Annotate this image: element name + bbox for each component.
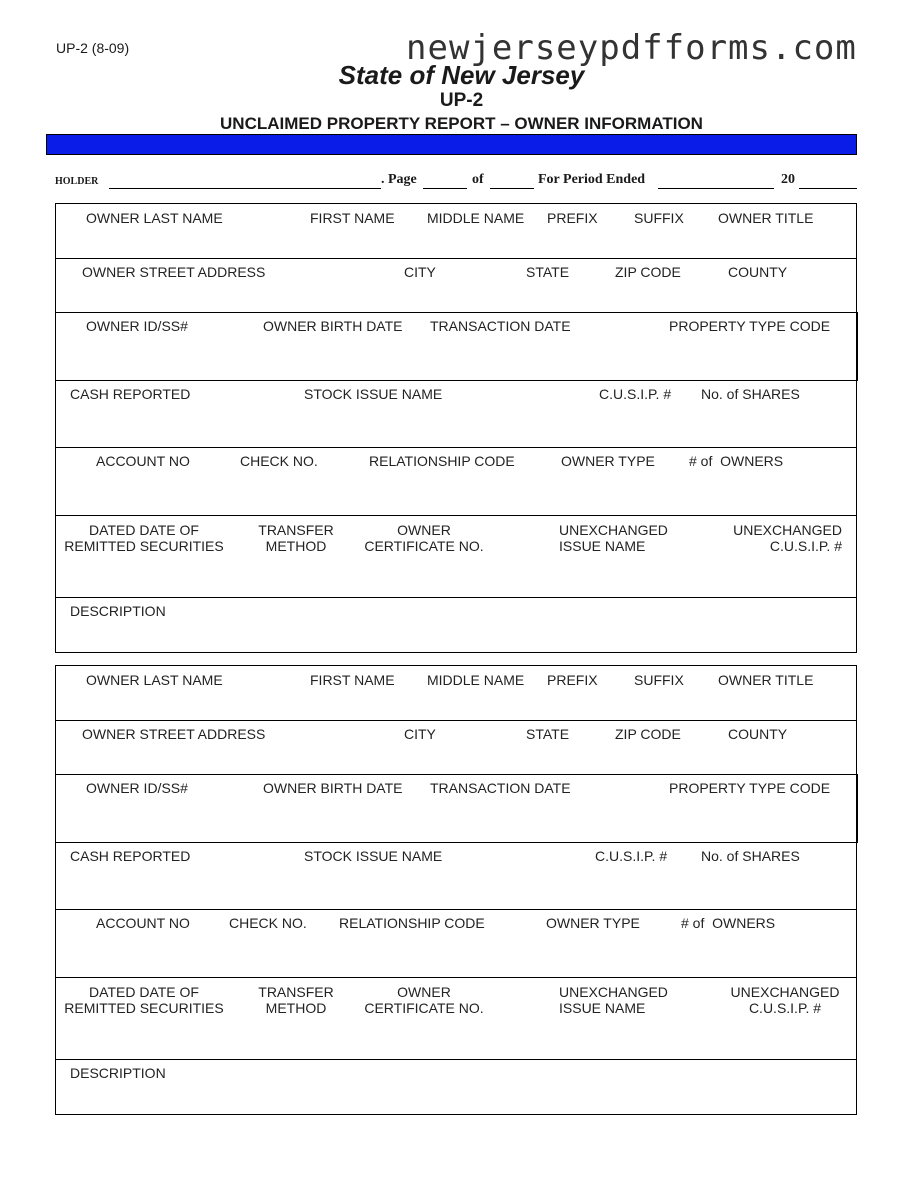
prefix-label: PREFIX [547, 210, 598, 226]
owner-certificate-label: OWNER CERTIFICATE NO. [364, 984, 484, 1016]
transfer-method-label: TRANSFER METHOD [258, 984, 334, 1016]
unexchanged-cusip-label: UNEXCHANGED C.U.S.I.P. # [733, 522, 842, 554]
id-row[interactable] [56, 312, 858, 381]
relationship-code-label: RELATIONSHIP CODE [369, 453, 515, 469]
account-row[interactable] [56, 447, 856, 516]
number-of-owners-label: # of OWNERS [689, 453, 784, 469]
year-prefix-label: 20 [781, 172, 795, 187]
description-label: DESCRIPTION [70, 1065, 166, 1081]
city-label: CITY [404, 726, 436, 742]
owner-last-name-label: OWNER LAST NAME [86, 210, 223, 226]
transaction-date-label: TRANSACTION DATE [430, 780, 571, 796]
number-of-shares-label: No. of SHARES [701, 386, 800, 402]
owner-type-label: OWNER TYPE [561, 453, 655, 469]
cusip-label: C.U.S.I.P. # [595, 848, 668, 864]
of-label: of [472, 172, 484, 187]
prefix-label: PREFIX [547, 672, 598, 688]
id-row[interactable] [56, 774, 858, 843]
holder-label: HOLDER [55, 176, 99, 187]
suffix-label: SUFFIX [634, 210, 684, 226]
description-row[interactable] [56, 597, 856, 651]
unexchanged-issue-name-label: UNEXCHANGED ISSUE NAME [559, 984, 668, 1016]
county-label: COUNTY [728, 264, 788, 280]
address-row[interactable] [56, 720, 856, 775]
owner-block-1 [55, 203, 857, 653]
street-address-label: OWNER STREET ADDRESS [82, 264, 266, 280]
owner-id-label: OWNER ID/SS# [86, 318, 188, 334]
year-field[interactable] [799, 174, 857, 189]
number-of-shares-label: No. of SHARES [701, 848, 800, 864]
relationship-code-label: RELATIONSHIP CODE [339, 915, 485, 931]
unexchanged-issue-name-label: UNEXCHANGED ISSUE NAME [559, 522, 668, 554]
account-no-label: ACCOUNT NO [96, 453, 190, 469]
state-label: STATE [526, 726, 570, 742]
account-row[interactable] [56, 909, 856, 978]
property-type-code-label: PROPERTY TYPE CODE [669, 318, 831, 334]
securities-row[interactable] [56, 977, 856, 1060]
page-label: . Page [381, 172, 417, 187]
form-number: UP-2 (8-09) [56, 40, 130, 56]
page-total-field[interactable] [490, 174, 534, 189]
number-of-owners-label: # of OWNERS [681, 915, 776, 931]
cusip-label: C.U.S.I.P. # [599, 386, 672, 402]
dated-date-label: DATED DATE OF REMITTED SECURITIES [64, 984, 224, 1016]
name-row[interactable] [56, 666, 856, 721]
check-no-label: CHECK NO. [229, 915, 307, 931]
securities-row[interactable] [56, 515, 856, 598]
street-address-label: OWNER STREET ADDRESS [82, 726, 266, 742]
stock-issue-name-label: STOCK ISSUE NAME [304, 386, 443, 402]
owner-type-label: OWNER TYPE [546, 915, 640, 931]
owner-id-label: OWNER ID/SS# [86, 780, 188, 796]
county-label: COUNTY [728, 726, 788, 742]
blue-header-bar [46, 134, 857, 155]
zip-code-label: ZIP CODE [615, 726, 681, 742]
state-title: State of New Jersey [338, 60, 585, 90]
dated-date-label: DATED DATE OF REMITTED SECURITIES [64, 522, 224, 554]
cash-reported-label: CASH REPORTED [70, 848, 191, 864]
period-date-field[interactable] [658, 174, 774, 189]
holder-field[interactable] [109, 174, 381, 189]
account-no-label: ACCOUNT NO [96, 915, 190, 931]
zip-code-label: ZIP CODE [615, 264, 681, 280]
owner-title-label: OWNER TITLE [718, 672, 814, 688]
form-code: UP-2 [439, 90, 484, 111]
cash-reported-label: CASH REPORTED [70, 386, 191, 402]
owner-birth-date-label: OWNER BIRTH DATE [263, 318, 403, 334]
city-label: CITY [404, 264, 436, 280]
state-label: STATE [526, 264, 570, 280]
cash-row[interactable] [56, 380, 856, 448]
name-row[interactable] [56, 204, 856, 259]
description-label: DESCRIPTION [70, 603, 166, 619]
check-no-label: CHECK NO. [240, 453, 318, 469]
middle-name-label: MIDDLE NAME [427, 672, 525, 688]
unexchanged-cusip-label: UNEXCHANGED C.U.S.I.P. # [730, 984, 840, 1016]
owner-birth-date-label: OWNER BIRTH DATE [263, 780, 403, 796]
watermark-text: newjerseypdfforms.com [406, 28, 857, 68]
owner-last-name-label: OWNER LAST NAME [86, 672, 223, 688]
first-name-label: FIRST NAME [310, 672, 395, 688]
transfer-method-label: TRANSFER METHOD [258, 522, 334, 554]
page-number-field[interactable] [423, 174, 467, 189]
period-label: For Period Ended [538, 172, 646, 187]
cash-row[interactable] [56, 842, 856, 910]
stock-issue-name-label: STOCK ISSUE NAME [304, 848, 443, 864]
owner-certificate-label: OWNER CERTIFICATE NO. [364, 522, 484, 554]
suffix-label: SUFFIX [634, 672, 684, 688]
description-row[interactable] [56, 1059, 856, 1113]
first-name-label: FIRST NAME [310, 210, 395, 226]
owner-title-label: OWNER TITLE [718, 210, 814, 226]
address-row[interactable] [56, 258, 856, 313]
property-type-code-label: PROPERTY TYPE CODE [669, 780, 831, 796]
middle-name-label: MIDDLE NAME [427, 210, 525, 226]
owner-block-2 [55, 665, 857, 1115]
holder-line [55, 172, 857, 192]
transaction-date-label: TRANSACTION DATE [430, 318, 571, 334]
form-title: UNCLAIMED PROPERTY REPORT – OWNER INFORMATION [220, 114, 703, 133]
